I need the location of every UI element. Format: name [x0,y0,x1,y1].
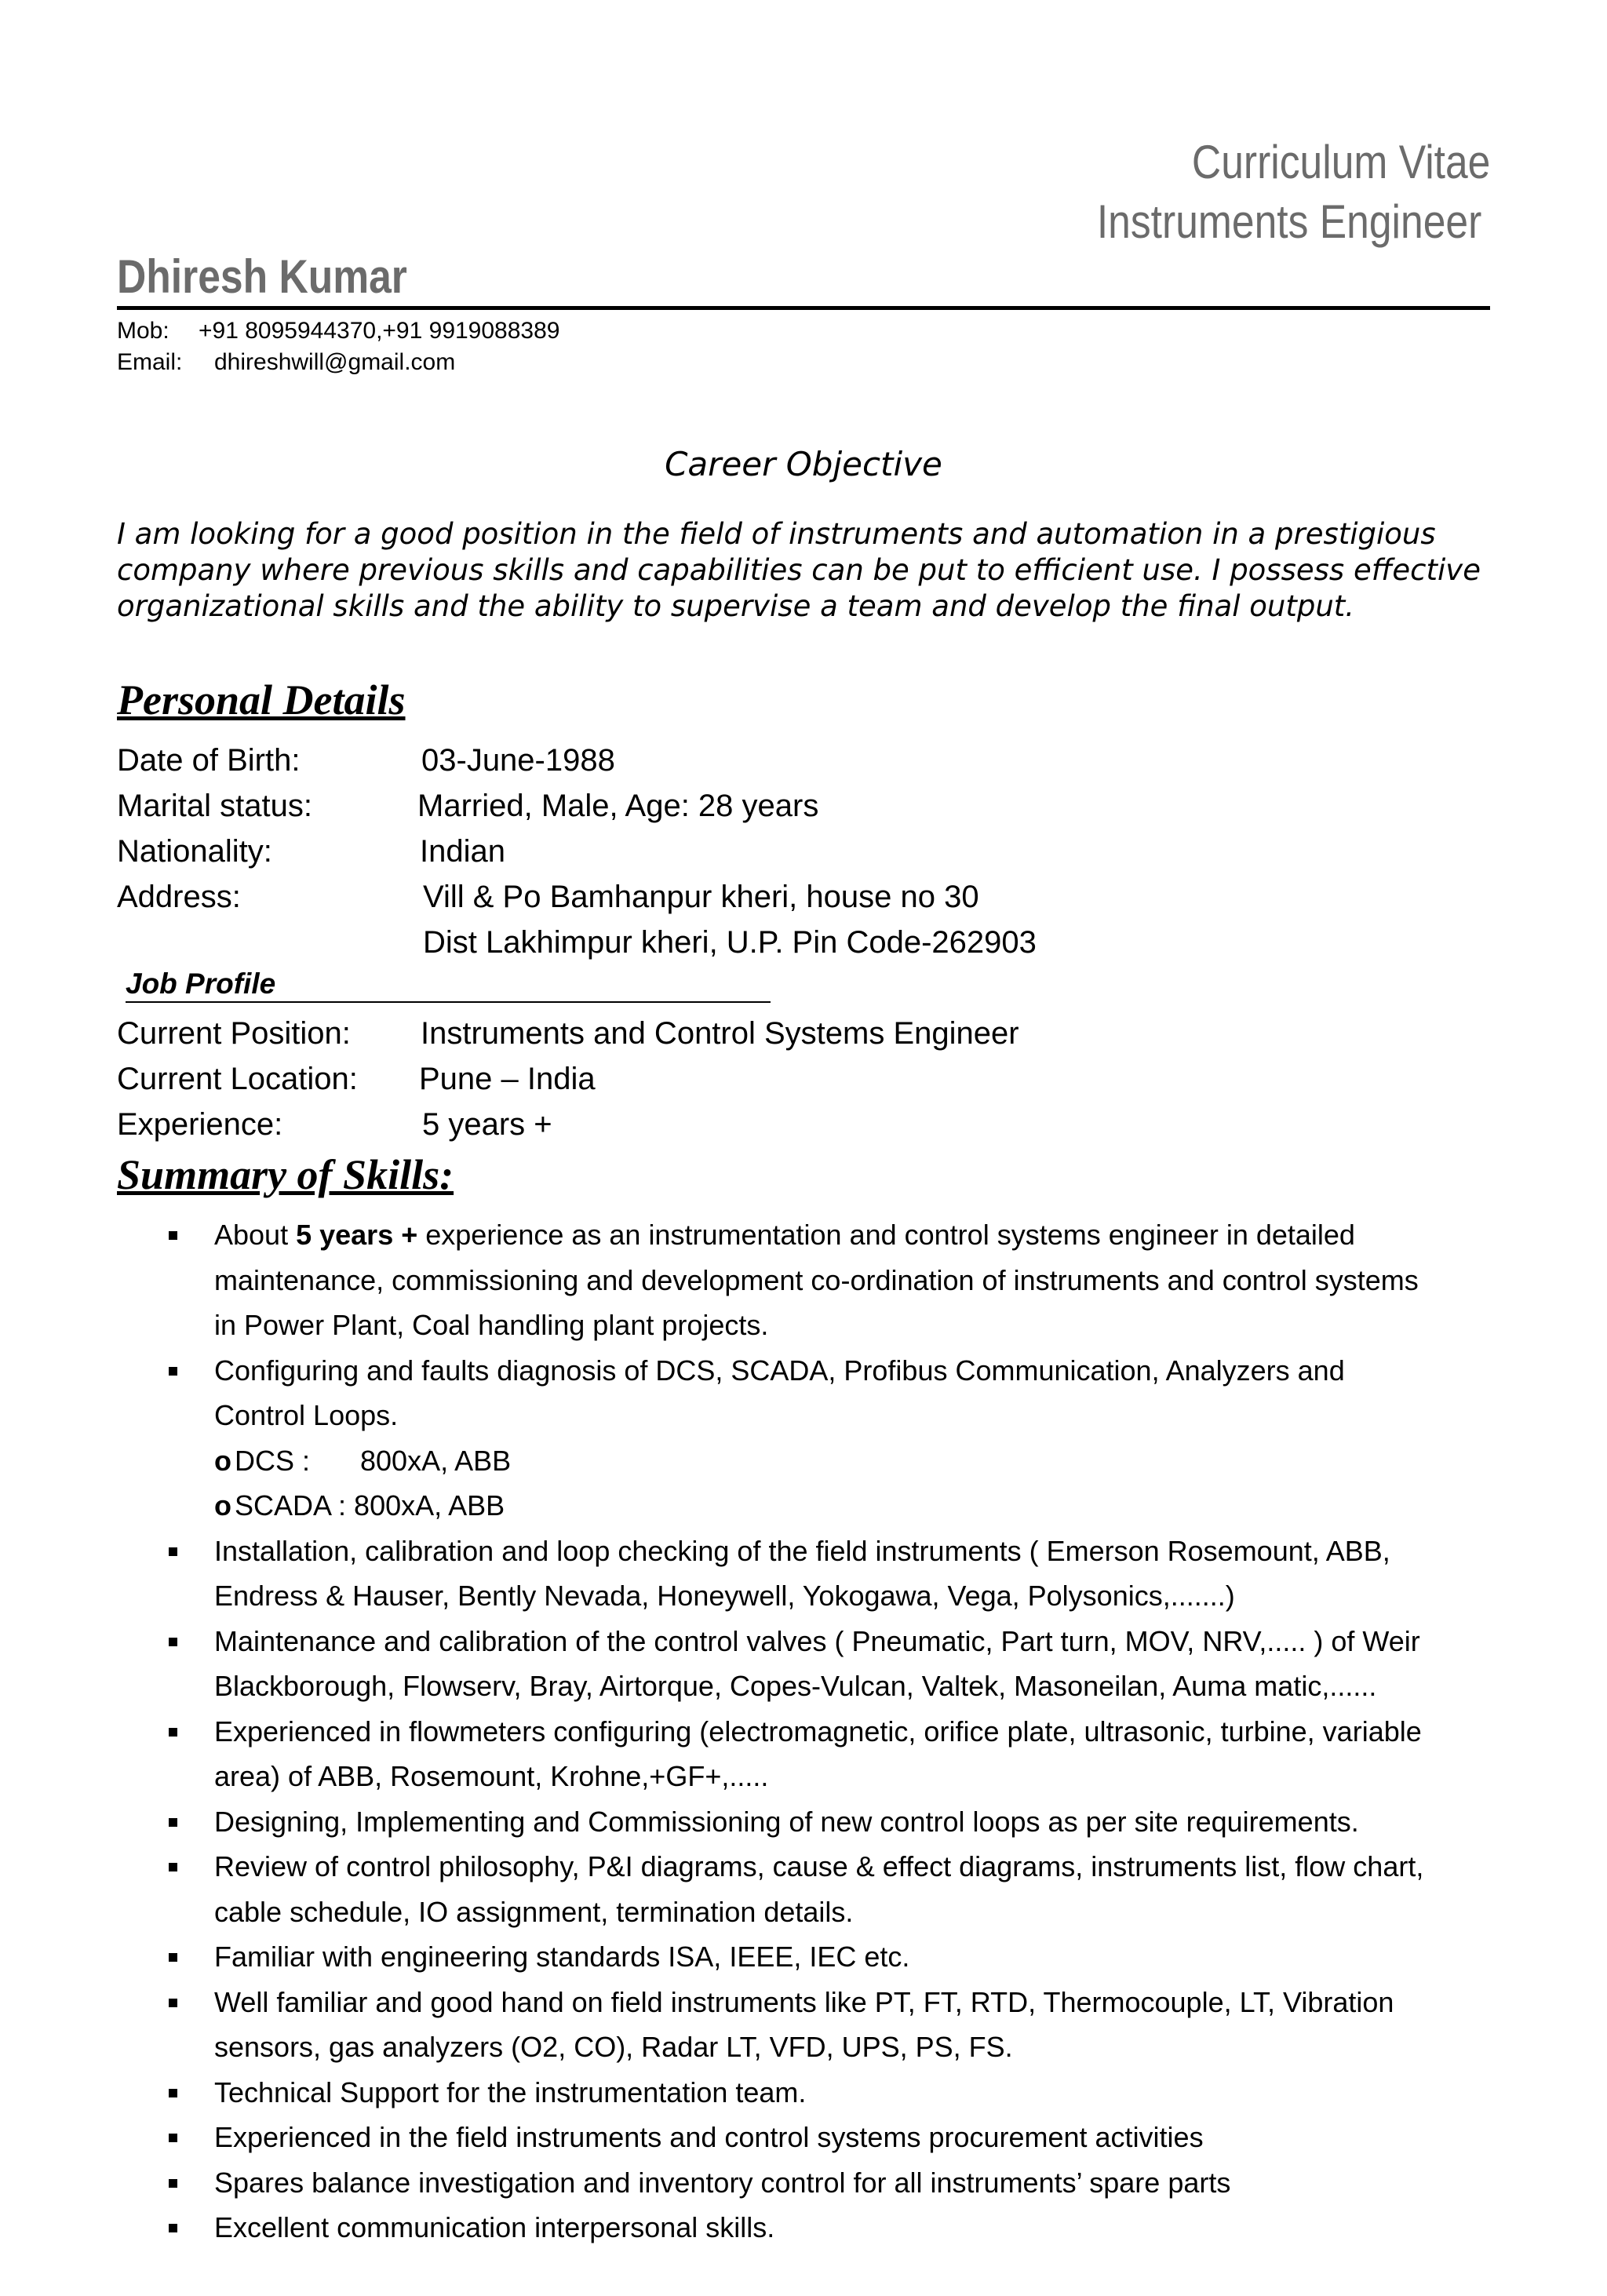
dob-row [117,738,1451,783]
square-bullet-icon [169,2089,177,2097]
skill-line: Installation, calibration and loop checking of the field instruments ( Emerson Rosemount, ABB, [214,1534,1390,1567]
position-label: Current Position: [117,1016,351,1051]
sub-item-scada [214,1483,1498,1529]
position-value: Instruments and Control Systems Engineer [421,1016,1019,1051]
list-item [117,1934,1498,1980]
dob-label: Date of Birth: [117,743,301,778]
skill-line: in Power Plant, Coal handling plant projects. [214,1309,769,1341]
skill-line: area) of ABB, Rosemount, Krohne,+GF+,..... [214,1760,769,1792]
square-bullet-icon [169,1863,177,1871]
objective-line: I am looking for a good position in the field of instruments and automation in a prestigious [117,517,1436,551]
mobile-value: +91 8095944370,+91 9919088389 [199,318,560,344]
skill-line: Technical Support for the instrumentation team. [214,2076,807,2108]
skill-line: Control Loops. [214,1399,399,1431]
square-bullet-icon [169,1953,177,1962]
list-item [117,1212,1498,1348]
skill-line: Review of control philosophy, P&I diagrams, cause & effect diagrams, instruments list, flow chart, [214,1850,1424,1882]
skill-line: Designing, Implementing and Commissioning of new control loops as per site requirements. [214,1805,1359,1838]
list-item [117,2070,1498,2116]
sub-item-text: SCADA : 800xA, ABB [235,1489,505,1522]
mobile-line [117,315,559,347]
square-bullet-icon [169,2134,177,2142]
square-bullet-icon [169,2224,177,2232]
skill-line: Spares balance investigation and inventory control for all instruments’ spare parts [214,2166,1231,2199]
email-label: Email: [117,349,183,375]
summary-of-skills-heading: Summary of Skills: [117,1151,454,1198]
skill-line: Endress & Hauser, Bently Nevada, Honeywell, Yokogawa, Vega, Polysonics,.......) [214,1580,1235,1612]
list-item [117,1619,1498,1709]
skill-line: maintenance, commissioning and development co-ordination of instruments and control systems [214,1263,1419,1296]
skill-line [214,1212,1498,1258]
dob-value: 03-June-1988 [421,743,615,778]
role-title: Instruments Engineer [1096,195,1481,248]
location-row [117,1056,1451,1102]
list-item [117,1799,1498,1845]
list-item [117,2205,1498,2250]
square-bullet-icon [169,1231,177,1240]
square-bullet-icon [169,2179,177,2188]
position-row [117,1011,1451,1056]
experience-value: 5 years + [422,1107,552,1142]
header-divider [117,306,1490,310]
sub-item-dcs [214,1438,1498,1484]
email-value: dhireshwill@gmail.com [214,349,456,375]
skill-emphasis: 5 years + [296,1219,418,1251]
skill-line: Configuring and faults diagnosis of DCS, SCADA, Profibus Communication, Analyzers and [214,1354,1345,1387]
address-line-2: Dist Lakhimpur kheri, U.P. Pin Code-262903 [423,925,1037,960]
candidate-name: Dhiresh Kumar [117,250,407,303]
sub-item-value: 800xA, ABB [360,1444,512,1477]
objective-line: company where previous skills and capabilities can be put to efficient use. I possess effective [117,553,1481,587]
address-label: Address: [117,880,241,914]
sub-bullet-icon: o [214,1444,231,1477]
sub-item-label: DCS : [235,1444,311,1477]
nationality-value: Indian [420,834,505,869]
address-row [117,874,1451,920]
job-profile-heading: Job Profile [126,968,276,1000]
square-bullet-icon [169,1547,177,1556]
address-line-1: Vill & Po Bamhanpur kheri, house no 30 [423,880,979,914]
location-label: Current Location: [117,1062,358,1096]
skill-line: Familiar with engineering standards ISA, IEEE, IEC etc. [214,1941,910,1973]
list-item [117,2115,1498,2160]
list-item [117,1709,1498,1799]
skill-line: Well familiar and good hand on field instruments like PT, FT, RTD, Thermocouple, LT, Vibration [214,1985,1394,2018]
nationality-label: Nationality: [117,834,272,869]
list-item [117,1529,1498,1619]
marital-value: Married, Male, Age: 28 years [417,789,819,823]
list-item [117,1980,1498,2070]
experience-row [117,1102,1451,1147]
list-item [117,1844,1498,1934]
mobile-label: Mob: [117,318,169,344]
career-objective-text [117,516,1529,625]
career-objective-heading: Career Objective [665,445,942,483]
nationality-row [117,829,1451,874]
job-profile-underline [126,1001,771,1003]
list-item [117,2160,1498,2206]
square-bullet-icon [169,1638,177,1646]
marital-label: Marital status: [117,789,312,823]
square-bullet-icon [169,1367,177,1376]
personal-details-heading: Personal Details [117,676,406,723]
skill-line: Experienced in the field instruments and control systems procurement activities [214,2121,1204,2153]
skill-line: Maintenance and calibration of the control valves ( Pneumatic, Part turn, MOV, NRV,..... ) of Weir [214,1624,1420,1657]
skill-line: Excellent communication interpersonal skills. [214,2211,775,2243]
skill-text: About [214,1219,297,1251]
objective-line: organizational skills and the ability to supervise a team and develop the final output. [117,589,1355,623]
skills-list [117,1212,1498,2250]
square-bullet-icon [169,1728,177,1737]
square-bullet-icon [169,1999,177,2007]
skill-text: experience as an instrumentation and control systems engineer in detailed [417,1219,1355,1251]
document-title: Curriculum Vitae [1191,136,1490,188]
experience-label: Experience: [117,1107,283,1142]
email-line [117,347,455,378]
marital-row [117,783,1451,829]
skill-line: sensors, gas analyzers (O2, CO), Radar LT, VFD, UPS, PS, FS. [214,2031,1013,2063]
skill-line: cable schedule, IO assignment, termination details. [214,1895,854,1928]
sub-bullet-icon: o [214,1489,231,1522]
skill-line: Experienced in flowmeters configuring (electromagnetic, orifice plate, ultrasonic, turbine, variable [214,1715,1422,1748]
list-item [117,1348,1498,1529]
location-value: Pune – India [419,1062,596,1096]
square-bullet-icon [169,1818,177,1827]
skill-line: Blackborough, Flowserv, Bray, Airtorque, Copes-Vulcan, Valtek, Masoneilan, Auma matic,...... [214,1670,1377,1702]
